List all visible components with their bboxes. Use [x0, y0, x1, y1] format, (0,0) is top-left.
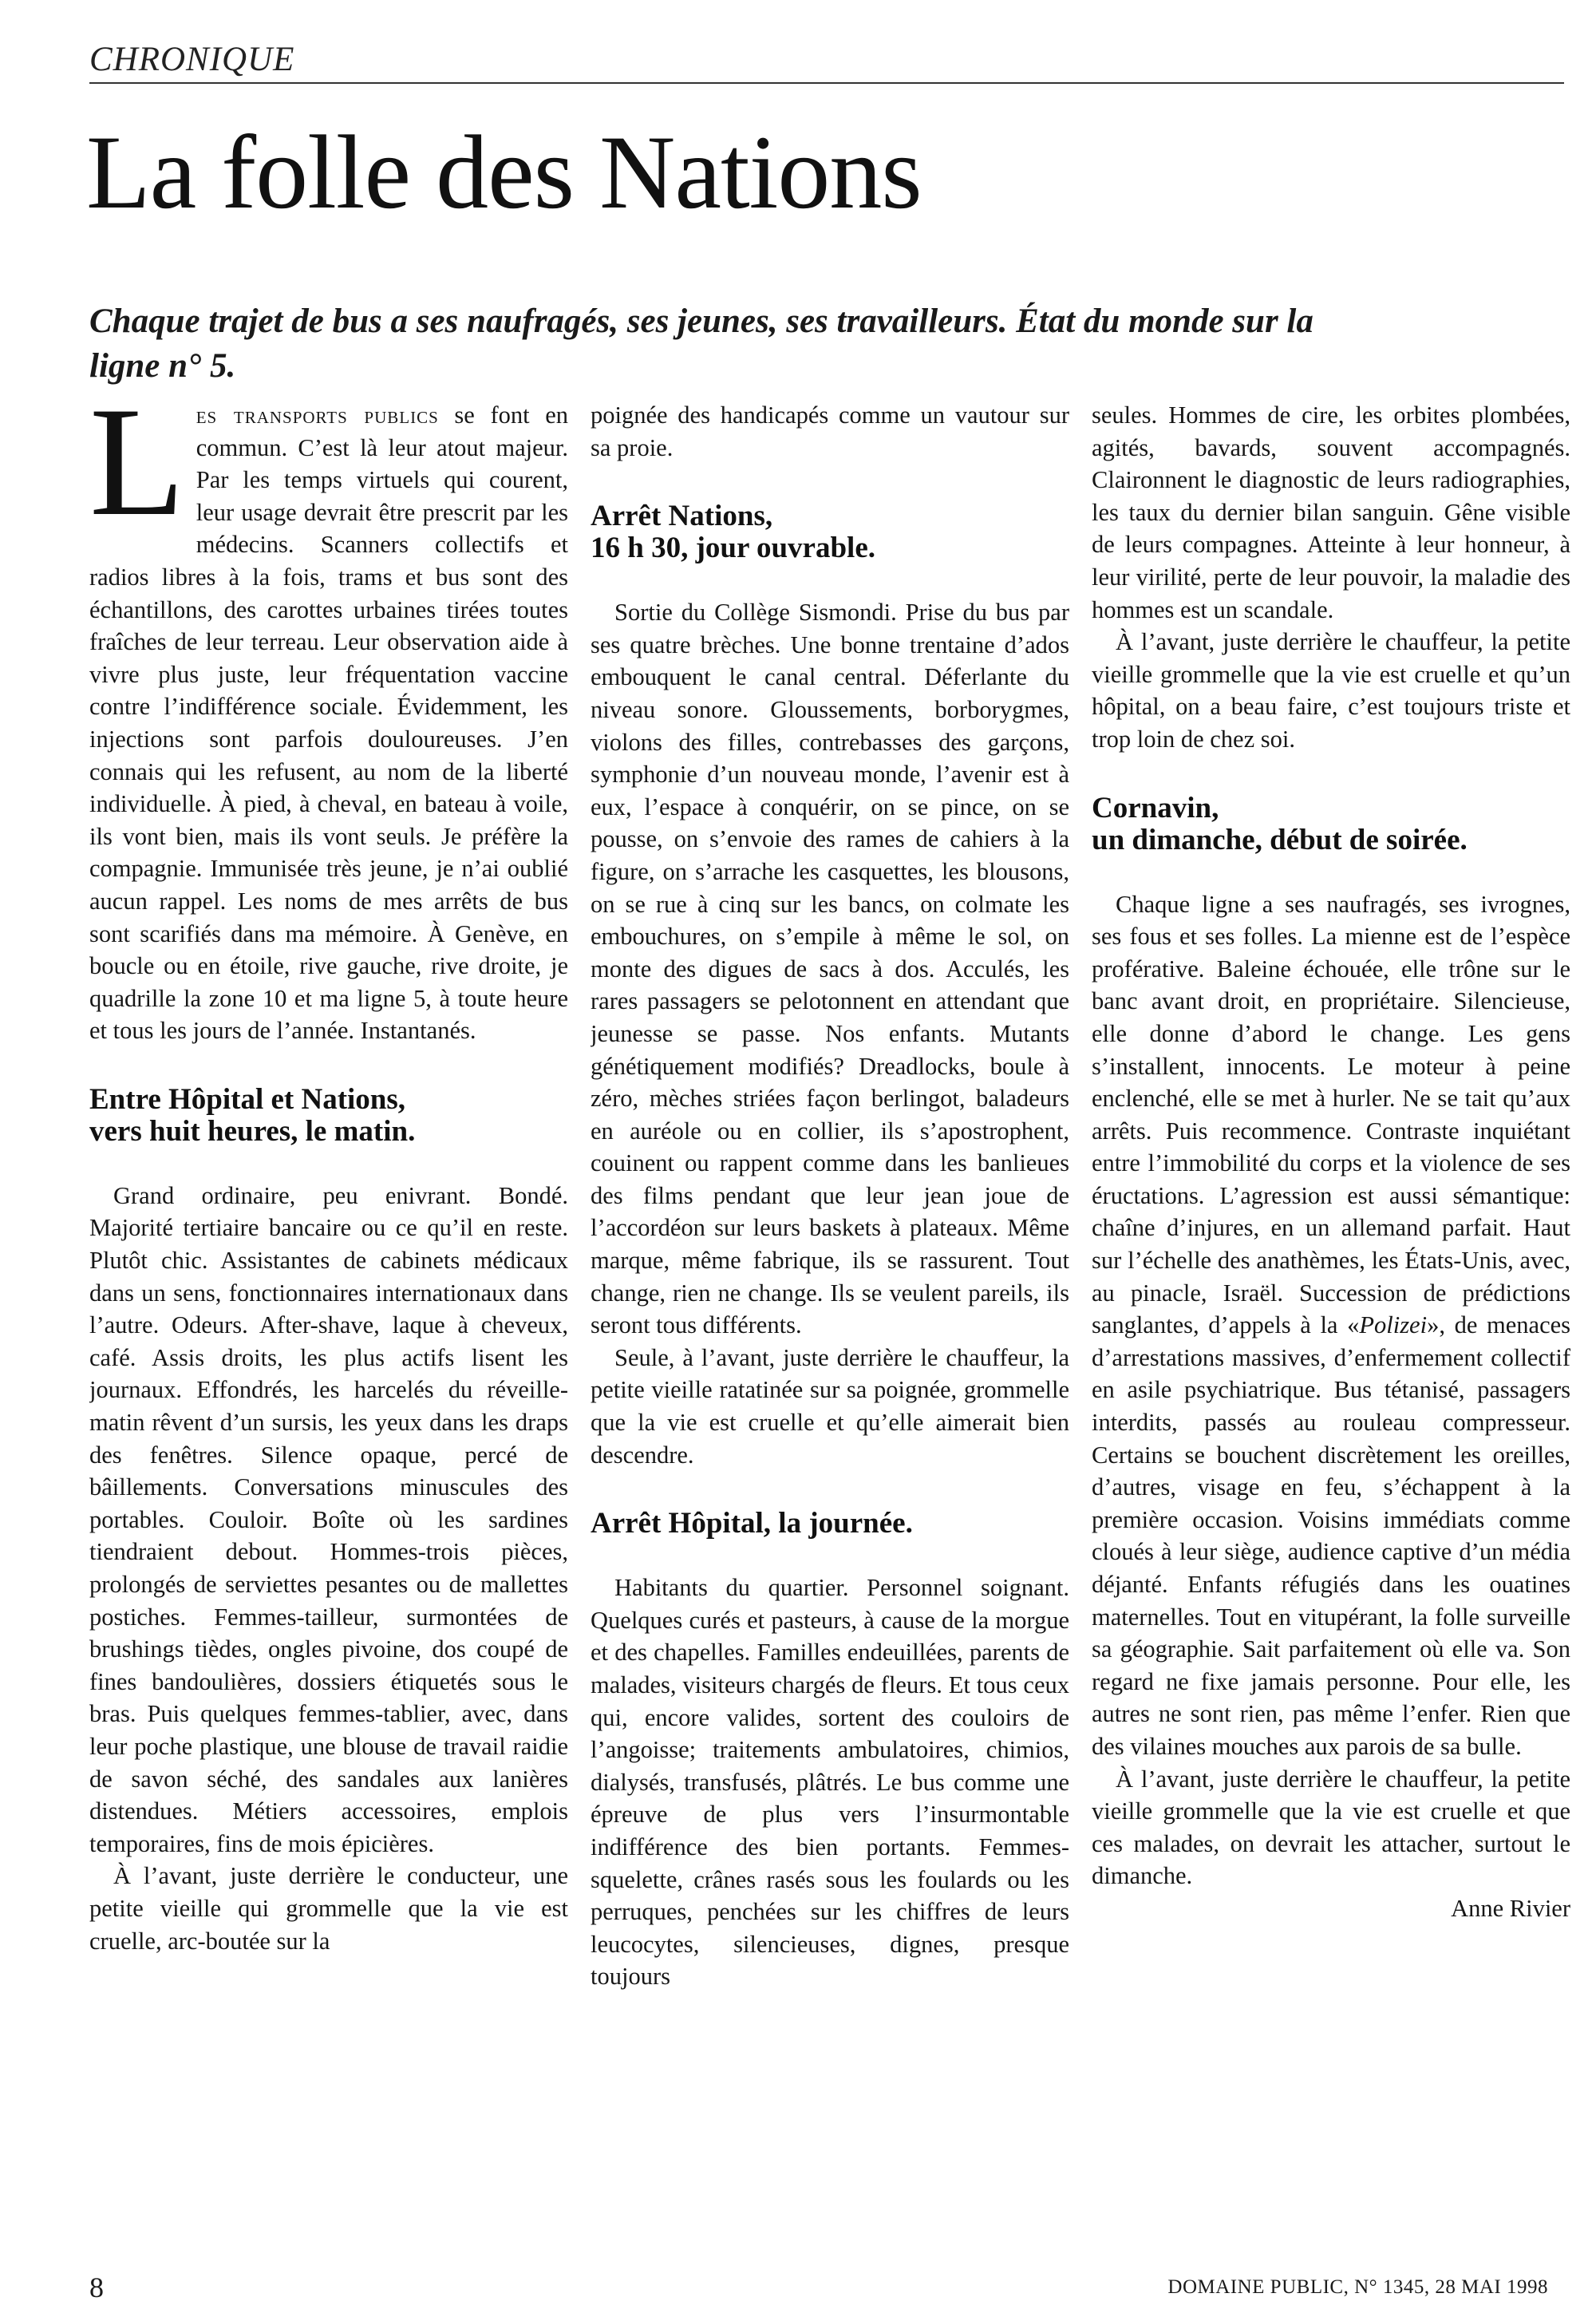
- subheading-line: 16 h 30, jour ouvrable.: [591, 532, 876, 565]
- page-number: 8: [89, 2272, 104, 2303]
- text-column-3: [1092, 399, 1570, 2155]
- intro-paragraph: [89, 399, 568, 1047]
- intro-text: se font en commun. C’est là leur atout majeur. Par les temps virtuels qui courent, leur usage devrait être prescrit par les médecins. Scanners collectifs et radios libres à la fois, trams et bus sont des échantillons, des carottes urbaines tirées toutes fraîches de leur terreau. Leur observation aide à vivre plus juste, leur fréquentation vaccine contre l’indifférence sociale. Évidemment, les injections sont parfois douloureuses. J’en connais qui les refusent, au nom de la liberté individuelle. À pied, à cheval, en bateau à voile, ils vont bien, mais ils vont seuls. Je préfère la compagnie. Immunisée très jeune, je n’ai oublié aucun rappel. Les noms de mes arrêts de bus sont scarifiés dans ma mémoire. À Genève, en boucle ou en étoile, rive gauche, rive droite, je quadrille la zone 10 et ma ligne 5, à toute heure et tous les jours de l’année. Instantanés.: [89, 401, 568, 1045]
- paragraph-text: Chaque ligne a ses naufragés, ses ivrognes, ses fous et ses folles. La mienne est de l’espèce proférative. Baleine échouée, elle trône sur le banc avant droit, en propriétaire. Silencieuse, elle donne d’abord le change. Les gens s’installent, innocents. Le moteur à peine enclenché, elle se met à hurler. Ne se tait qu’aux arrêts. Puis recommence. Contraste inquiétant entre l’immobilité du corps et la violence de ses éructations. L’agression est aussi sémantique: chaîne d’injures, en un allemand parfait. Haut sur l’échelle des anathèmes, les États-Unis, avec, au pinacle, Israël. Succession de prédictions sanglantes, d’appels à la «: [1092, 890, 1570, 1339]
- intro-smallcaps: es transports publics: [196, 401, 439, 429]
- text-column-2: [591, 399, 1069, 2155]
- subheading-arret-hopital: [591, 1508, 1069, 1540]
- subheading-line: vers huit heures, le matin.: [89, 1114, 416, 1148]
- subheading-line: Arrêt Nations,: [591, 500, 773, 533]
- body-paragraph: À l’avant, juste derrière le chauffeur, la petite vieille grommelle que la vie est cruelle et qu’un hôpital, on a beau faire, c’est toujours triste et trop loin de chez soi.: [1092, 628, 1570, 753]
- paragraph-text: », de menaces d’arrestations massives, d’enfermement collectif en asile psychiatrique. Bus tétanisé, passagers interdits, passés au rouleau compresseur. Certains se bouchent discrètement les oreilles, d’autres, visage en feu, s’échappent à la première occasion. Voisins immédiats comme cloués à leur siège, audience captive d’un média déjanté. Enfants réfugiés dans les ouatines maternelles. Tout en vitupérant, la folle surveille sa géographie. Sait parfaitement où elle va. Son regard ne fixe jamais personne. Pour elle, les autres ne sont rien, pas même l’enfer. Rien que des vilaines mouches aux parois de sa bulle.: [1092, 1311, 1570, 1760]
- publication-footer: DOMAINE PUBLIC, N° 1345, 28 MAI 1998: [1167, 2276, 1548, 2298]
- subheading-hopital-nations: [89, 1084, 568, 1148]
- subheading-cornavin: [1092, 793, 1570, 856]
- body-paragraph: Sortie du Collège Sismondi. Prise du bus par ses quatre brèches. Une bonne trentaine d’ados embouquent le canal central. Déferlante du niveau sonore. Gloussements, borborygmes, violons des filles, contrebasses des garçons, symphonie d’un nouveau monde, l’avenir est à eux, l’espace à conquérir, on se pince, on se pousse, on s’envoie des rames de cahiers à la figure, on s’arrache les casquettes, les blousons, on se rue à cinq sur les bancs, on colmate les embouchures, on s’empile à même le sol, on monte des digues de sacs à dos. Acculés, les rares passagers se pelotonnent en attendant que jeunesse se passe. Nos enfants. Mutants génétiquement modifiés? Dreadlocks, boule à zéro, mèches striées façon berlingot, baladeurs en auréole ou en collier, ils s’apostrophent, couinent ou rappent comme dans les banlieues des films pendant que leur jean joue de l’accordéon sur leurs baskets à plateaux. Même marque, même fabrique, ils se rassurent. Tout change, rien ne change. Ils se veulent pareils, ils seront tous différents.: [591, 599, 1069, 1339]
- body-paragraph: seules. Hommes de cire, les orbites plombées, agités, bavards, souvent accompagnés. Claironnent le diagnostic de leurs radiographies, les taux du dernier bilan sanguin. Gêne visible de leurs compagnes. Atteinte à leur honneur, à leur virilité, perte de leur pouvoir, la maladie des hommes est un scandale.: [1092, 401, 1570, 623]
- text-column-1: [89, 399, 568, 2155]
- body-paragraph: [1092, 888, 1570, 1763]
- body-paragraph: Grand ordinaire, peu enivrant. Bondé. Majorité tertiaire bancaire ou ce qu’il en reste. Plutôt chic. Assistantes de cabinets médicaux dans un sens, fonctionnaires internationaux dans l’autre. Odeurs. After-shave, laque à cheveux, café. Assis droits, les plus actifs lisent les journaux. Effondrés, les harcelés du réveille-matin rêvent d’un sursis, les yeux dans les draps des fenêtres. Silence opaque, percé de bâillements. Conversations minuscules des portables. Couloir. Boîte où les sardines tiendraient debout. Hommes-trois pièces, prolongés de serviettes pesantes ou de mallettes postiches. Femmes-tailleur, surmontées de brushings tièdes, ongles pivoine, dos coupé de fines bandoulières, dossiers étiquetés sous le bras. Puis quelques femmes-tablier, avec, dans leur poche plastique, une blouse de travail raidie de savon séché, des sandales aux lanières distendues. Métiers accessoires, emplois temporaires, fins de mois épicières.: [89, 1181, 568, 1857]
- header-rule: [89, 82, 1564, 84]
- body-paragraph: À l’avant, juste derrière le conducteur, une petite vieille qui grommelle que la vie est cruelle, arc-boutée sur la: [89, 1862, 568, 1955]
- subheading-line: Arrêt Hôpital, la journée.: [591, 1507, 913, 1540]
- body-paragraph: poignée des handicapés comme un vautour sur sa proie.: [591, 401, 1069, 461]
- article-title: La folle des Nations: [86, 113, 922, 231]
- italic-term: Polizei: [1359, 1311, 1428, 1339]
- drop-cap: L: [89, 399, 185, 548]
- body-paragraph: Habitants du quartier. Personnel soignant. Quelques curés et pasteurs, à cause de la morgue et des chapelles. Familles endeuillées, parents de malades, visiteurs chargés de fleurs. Et tous ceux qui, encore valides, sortent des couloirs de l’angoisse; traitements ambulatoires, chimios, dialysés, transfusés, plâtrés. Le bus comme une épreuve de plus vers l’insurmontable indifférence des bien portants. Femmes-squelette, crânes rasés sous les foulards ou les perruques, penchées sur les chiffres de leurs leucocytes, silencieuses, dignes, presque toujours: [591, 1574, 1069, 1991]
- author-signature: Anne Rivier: [1451, 1894, 1570, 1922]
- subheading-arret-nations: [591, 500, 1069, 564]
- subheading-line: Entre Hôpital et Nations,: [89, 1082, 406, 1116]
- subheading-line: Cornavin,: [1092, 791, 1219, 824]
- body-paragraph: À l’avant, juste derrière le chauffeur, la petite vieille grommelle que la vie est cruelle et que ces malades, on devrait les attacher, surtout le dimanche.: [1092, 1765, 1570, 1890]
- section-label: CHRONIQUE: [89, 41, 295, 78]
- article-lede: Chaque trajet de bus a ses naufragés, ses jeunes, ses travailleurs. État du monde sur la ligne n° 5.: [89, 302, 1314, 385]
- body-paragraph: Seule, à l’avant, juste derrière le chauffeur, la petite vieille ratatinée sur sa poignée, grommelle que la vie est cruelle et qu’elle aimerait bien descendre.: [591, 1343, 1069, 1469]
- subheading-line: un dimanche, début de soirée.: [1092, 823, 1468, 856]
